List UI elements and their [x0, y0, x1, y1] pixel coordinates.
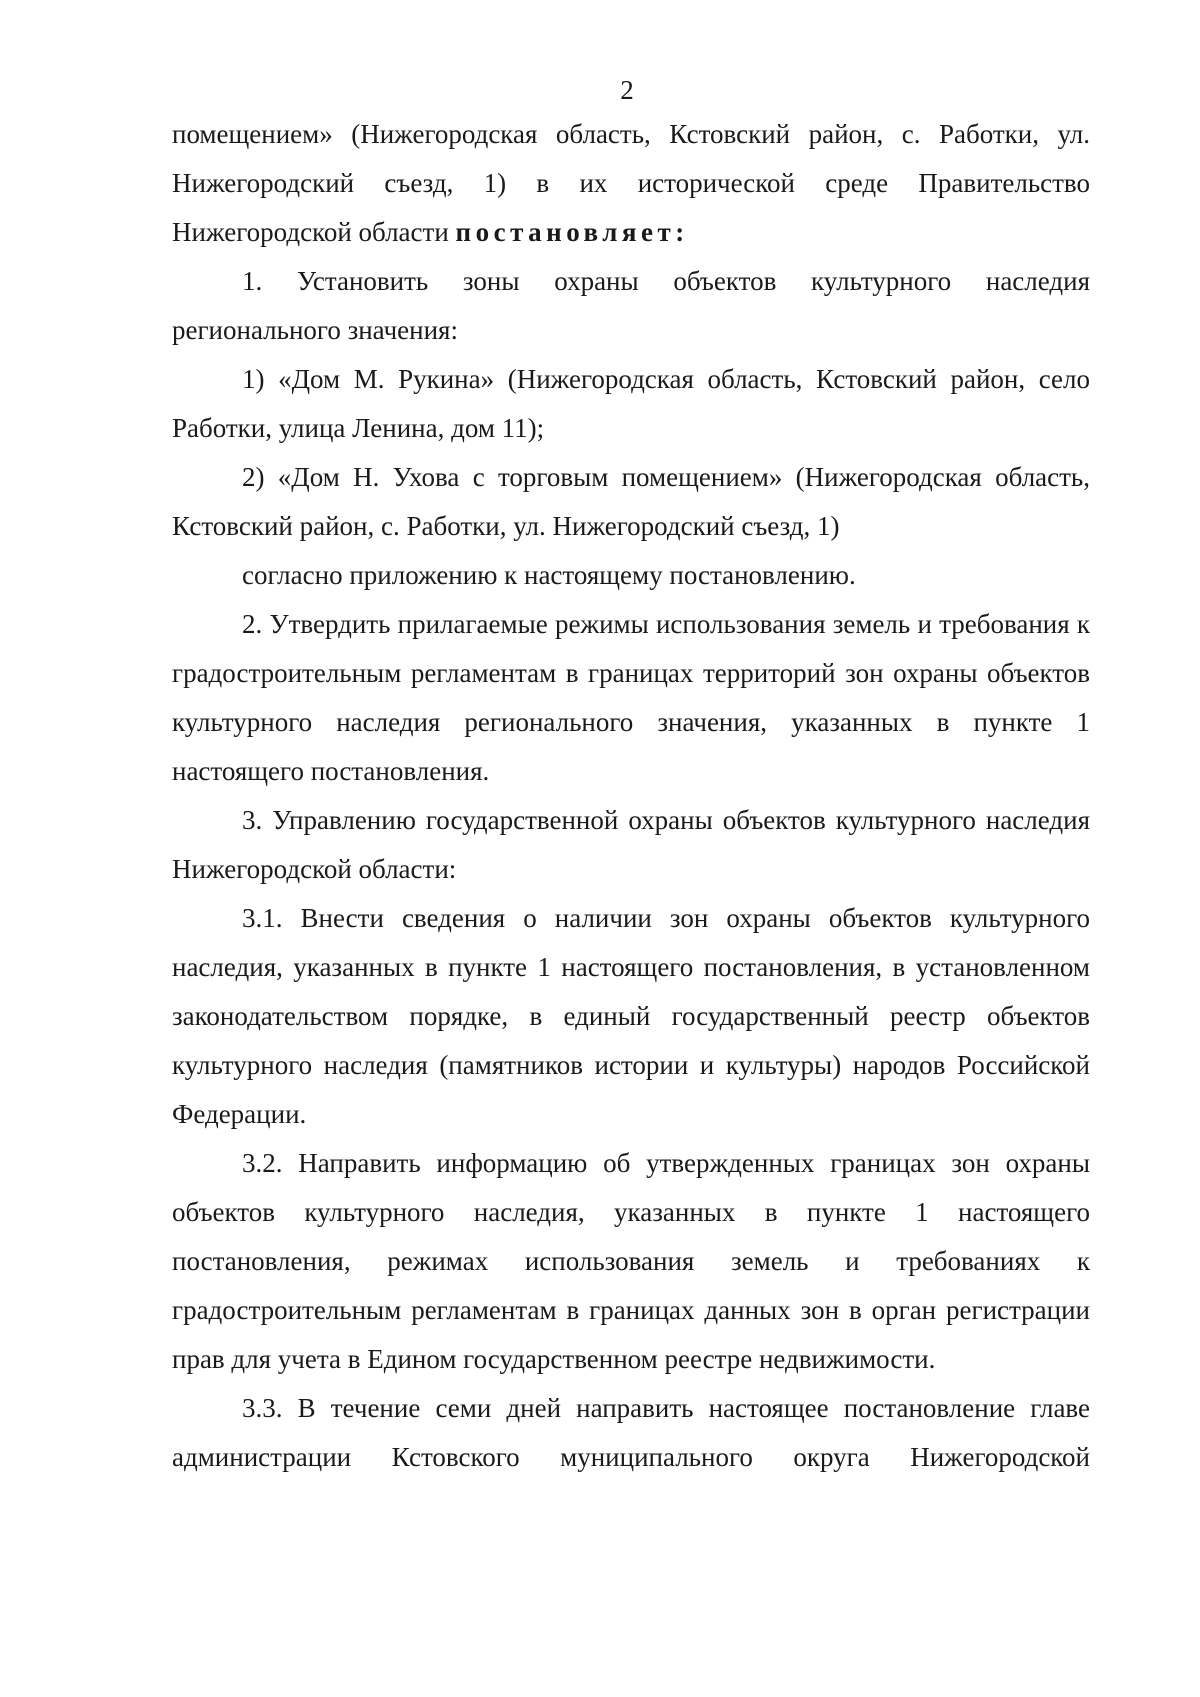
item-3-2-boundaries: 3.2. Направить информацию об утвержденных границах зон охраны объектов культурного наследия, указанных в пункте 1 настоящего постановления, режимах использования земель и требованиях к градостроительным регламентам в границах данных зон в орган регистрации прав для учета в Едином государственном реестре недвижимости. [172, 1148, 1090, 1374]
item-3-3-send: 3.3. В течение семи дней направить настоящее постановление главе администрации Кстовского муниципального округа Нижегородской [172, 1393, 1090, 1472]
item-1-zones: 1. Установить зоны охраны объектов культурного наследия регионального значения: [172, 266, 1090, 345]
intro-paragraph [172, 110, 1090, 257]
resolve-word: постановляет: [455, 217, 689, 247]
item-1-2-ukhov-house: 2) «Дом Н. Ухова с торговым помещением» (Нижегородская область, Кстовский район, с. Работки, ул. Нижегородский съезд, 1) [172, 462, 1090, 541]
intro-text: помещением» (Нижегородская область, Кстовский район, с. Работки, ул. Нижегородский съезд, 1) в их исторической среде Правительство Нижегородской области [172, 119, 1090, 247]
page-number: 2 [620, 75, 634, 105]
item-2-regimes: 2. Утвердить прилагаемые режимы использования земель и требования к градостроительным регламентам в границах территорий зон охраны объектов культурного наследия регионального значения, указанных в пункте 1 настоящего постановления. [172, 609, 1090, 786]
item-3-directorate: 3. Управлению государственной охраны объектов культурного наследия Нижегородской области: [172, 805, 1090, 884]
item-1-1-rukin-house: 1) «Дом М. Рукина» (Нижегородская область, Кстовский район, село Работки, улица Ленина, дом 11); [172, 364, 1090, 443]
annex-reference: согласно приложению к настоящему постановлению. [242, 560, 856, 590]
document-body [172, 110, 1090, 1482]
item-3-1-register: 3.1. Внести сведения о наличии зон охраны объектов культурного наследия, указанных в пункте 1 настоящего постановления, в установленном законодательством порядке, в единый государственный реестр объектов культурного наследия (памятников истории и культуры) народов Российской Федерации. [172, 903, 1090, 1129]
